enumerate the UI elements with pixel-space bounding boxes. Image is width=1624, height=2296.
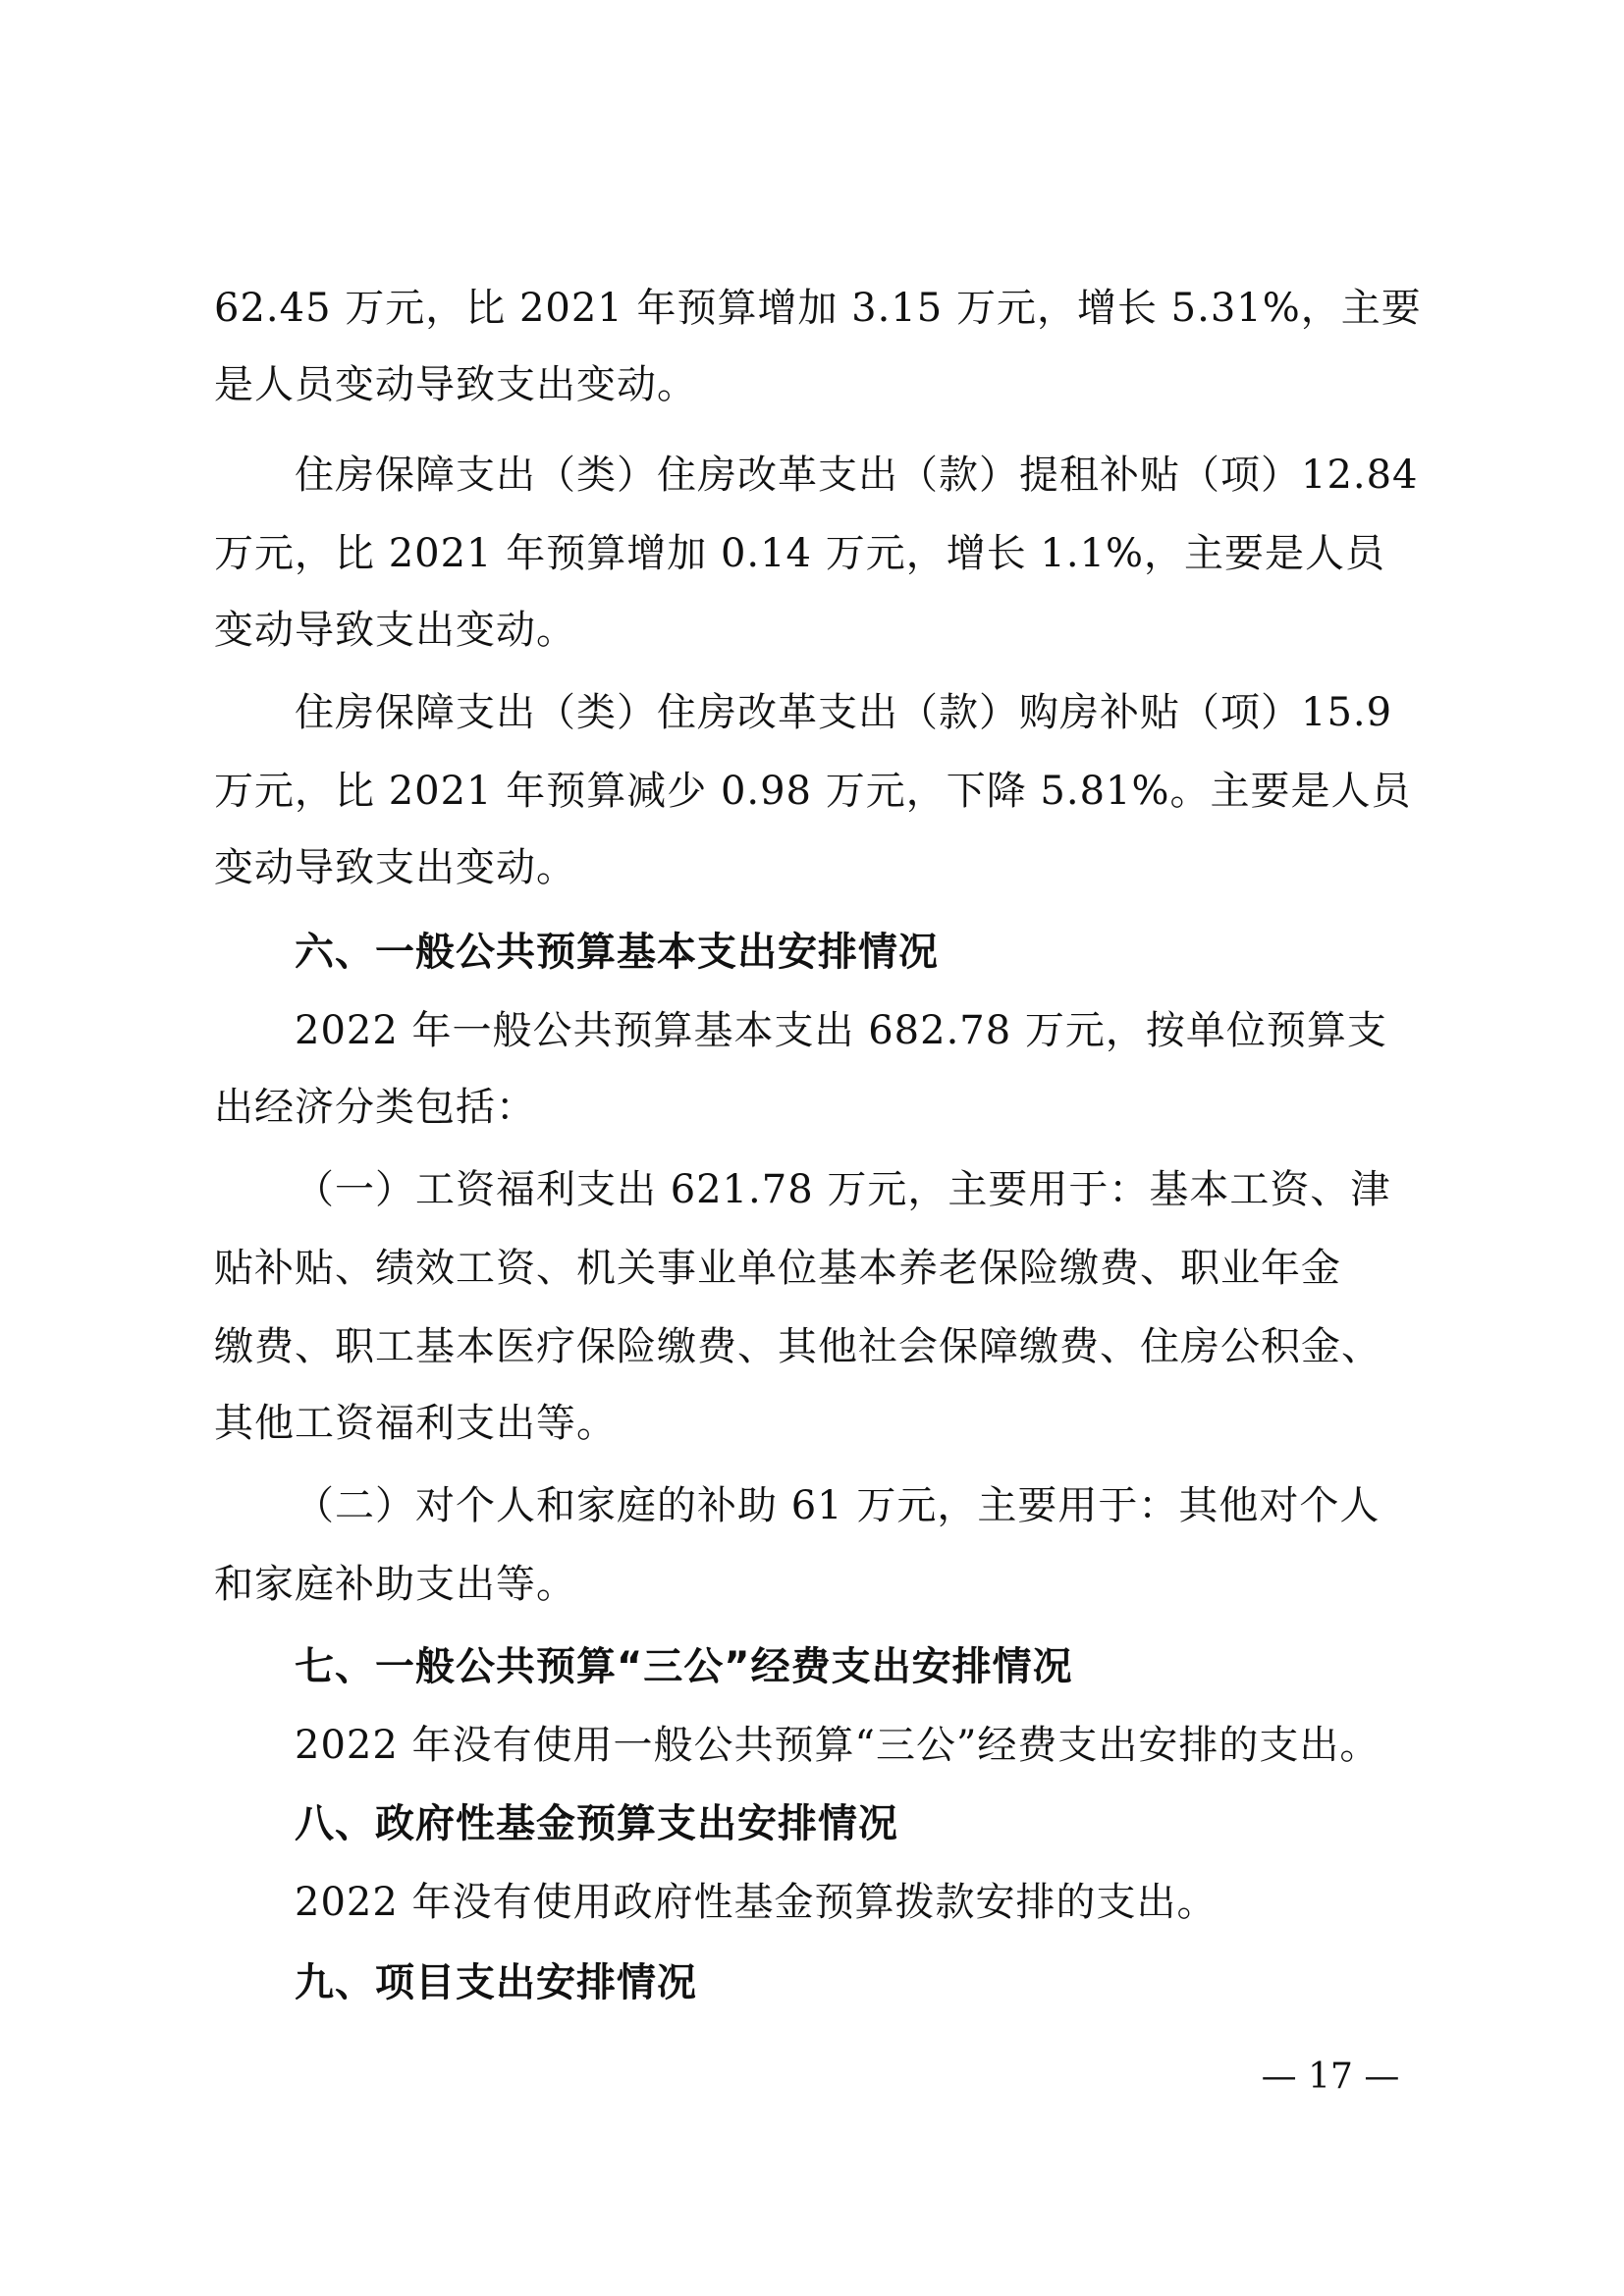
paragraph-line: （二）对个人和家庭的补助 61 万元，主要用于：其他对个人 (295, 1483, 1380, 1528)
section-heading: 六、一般公共预算基本支出安排情况 (295, 930, 939, 975)
paragraph-line: 出经济分类包括： (214, 1085, 536, 1130)
paragraph-line: 和家庭补助支出等。 (214, 1562, 576, 1607)
paragraph-line: 2022 年一般公共预算基本支出 682.78 万元，按单位预算支 (295, 1008, 1387, 1053)
paragraph-line: 万元，比 2021 年预算减少 0.98 万元，下降 5.81%。主要是人员 (214, 769, 1412, 814)
paragraph-line: 变动导致支出变动。 (214, 608, 576, 653)
section-heading: 八、政府性基金预算支出安排情况 (295, 1801, 898, 1846)
paragraph-line: 其他工资福利支出等。 (214, 1401, 617, 1446)
paragraph-line: 住房保障支出（类）住房改革支出（款）购房补贴（项）15.9 (295, 690, 1393, 735)
paragraph-line: 万元，比 2021 年预算增加 0.14 万元，增长 1.1%，主要是人员 (214, 531, 1386, 576)
paragraph-line: 2022 年没有使用政府性基金预算拨款安排的支出。 (295, 1880, 1218, 1925)
paragraph-line: （一）工资福利支出 621.78 万元，主要用于：基本工资、津 (295, 1167, 1391, 1212)
paragraph-line: 2022 年没有使用一般公共预算“三公”经费支出安排的支出。 (295, 1723, 1380, 1768)
section-heading: 九、项目支出安排情况 (295, 1960, 697, 2005)
paragraph-line: 变动导致支出变动。 (214, 845, 576, 890)
paragraph-line: 住房保障支出（类）住房改革支出（款）提租补贴（项）12.84 (295, 453, 1419, 498)
paragraph-line: 是人员变动导致支出变动。 (214, 362, 697, 407)
page-number: — 17 — (1261, 2056, 1400, 2097)
paragraph-line: 62.45 万元，比 2021 年预算增加 3.15 万元，增长 5.31%，主要 (214, 286, 1422, 331)
paragraph-line: 缴费、职工基本医疗保险缴费、其他社会保障缴费、住房公积金、 (214, 1324, 1381, 1369)
paragraph-line: 贴补贴、绩效工资、机关事业单位基本养老保险缴费、职业年金 (214, 1246, 1341, 1291)
section-heading: 七、一般公共预算“三公”经费支出安排情况 (295, 1644, 1073, 1689)
